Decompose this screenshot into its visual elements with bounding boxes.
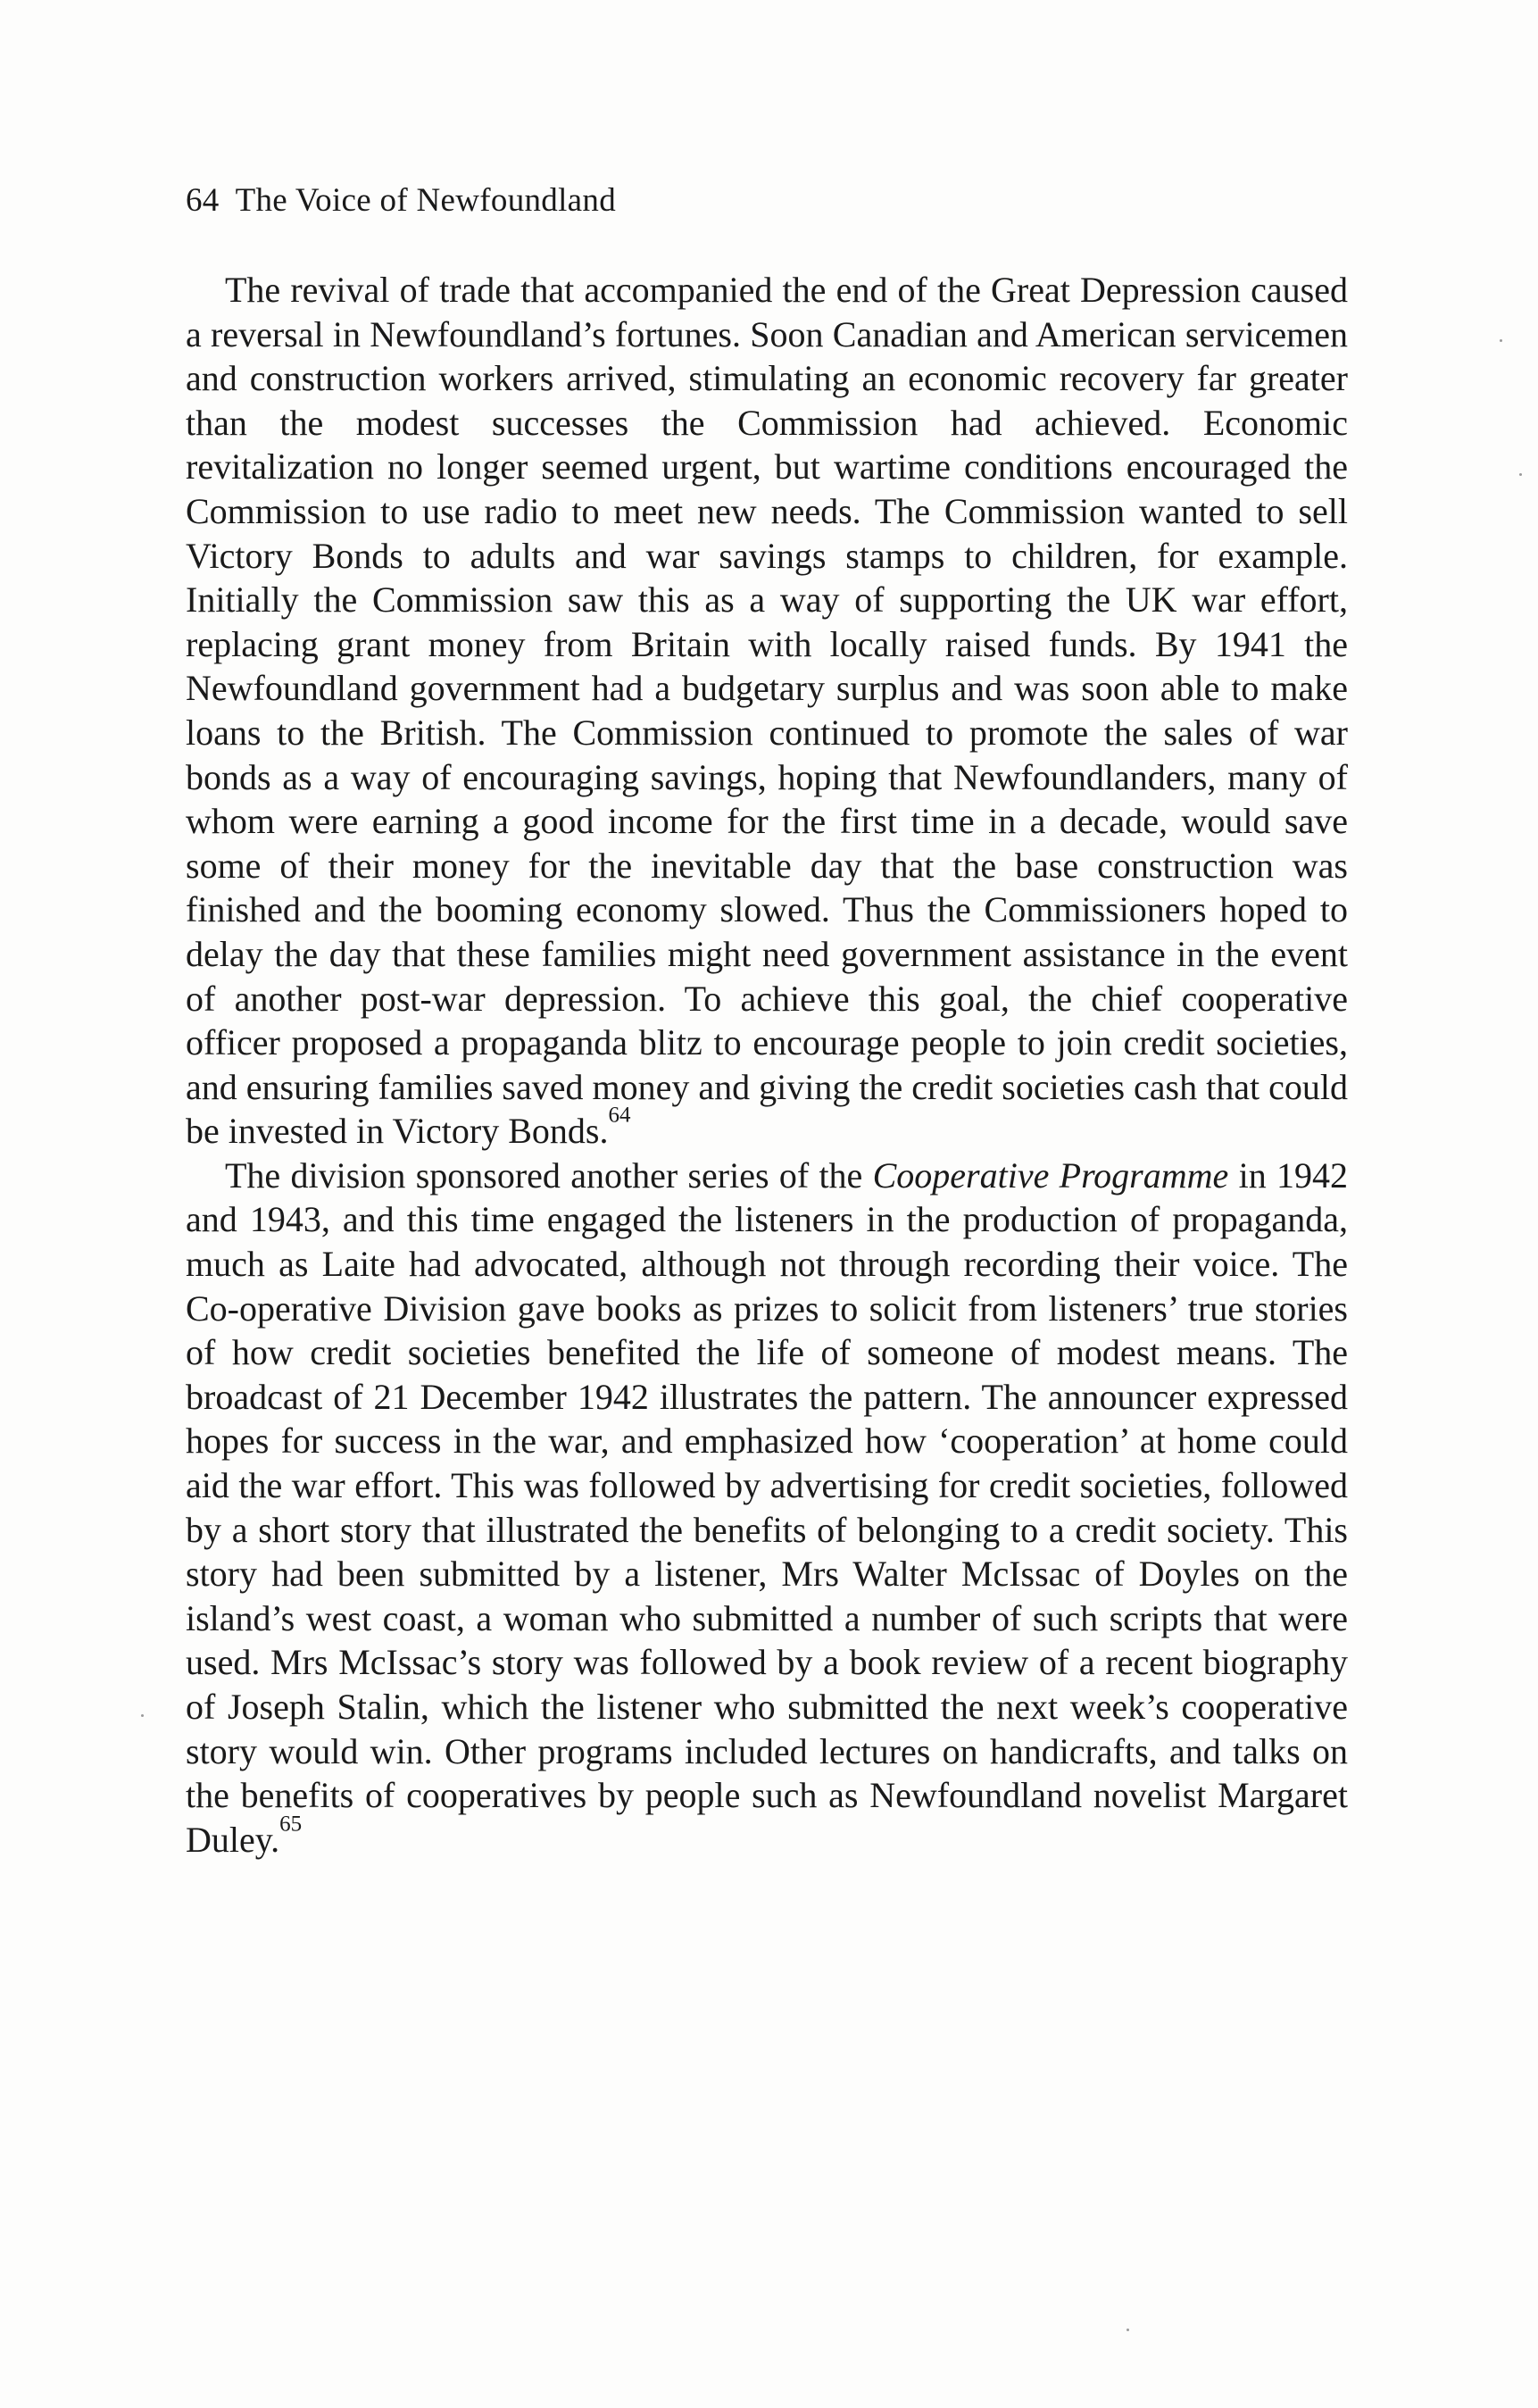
paragraph (186, 1154, 1348, 1862)
paragraph-text: The division sponsored another series of the (225, 1154, 873, 1196)
scan-speck (1519, 473, 1522, 476)
paragraph-text: in 1942 and 1943, and this time engaged the listeners in the production of propaganda, much as Laite had advocated, although not through recording their voice. The Co-operative Division gave books as prizes to solicit from listeners’ true stories of how credit societies benefited the life of someone of modest means. The broadcast of 21 December 1942 illustrates the pattern. The announcer expressed hopes for success in the war, and emphasized how ‘cooperation’ at home could aid the war effort. This was followed by advertising for credit societies, followed by a short story that illustrated the benefits of belonging to a credit society. This story had been submitted by a listener, Mrs Walter McIssac of Doyles on the island’s west coast, a woman who submitted a number of such scripts that were used. Mrs McIssac’s story was followed by a book review of a recent biography of Joseph Stalin, which the listener who submitted the next week’s cooperative story would win. Other programs included lectures on handicrafts, and talks on the benefits of cooperatives by people such as Newfoundland novelist Margaret Duley. (186, 1154, 1348, 1860)
program-title: Cooperative Programme (872, 1154, 1229, 1196)
paragraph-text: The revival of trade that accompanied the end of the Great Depression caused a reversal in Newfoundland’s fortunes. Soon Canadian and American servicemen and construction workers arrived, stimulating an economic recovery far greater than the modest successes the Commission had achieved. Economic revitalization no longer seemed urgent, but wartime conditions encouraged the Commission to use radio to meet new needs. The Commission wanted to sell Victory Bonds to adults and war savings stamps to children, for example. Initially the Commission saw this as a way of supporting the UK war effort, replacing grant money from Britain with locally raised funds. By 1941 the Newfoundland government had a budgetary surplus and was soon able to make loans to the British. The Commission continued to promote the sales of war bonds as a way of encouraging savings, hoping that Newfoundlanders, many of whom were earning a good income for the first time in a decade, would save some of their money for the inevitable day that the base construction was finished and the booming economy slowed. Thus the Commissioners hoped to delay the day that these families might need government assistance in the event of another post-war depression. To achieve this goal, the chief cooperative officer proposed a propaganda blitz to encourage people to join credit societies, and ensuring families saved money and giving the credit societies cash that could be invested in Victory Bonds. (186, 270, 1348, 1152)
paragraph (186, 268, 1348, 1154)
scan-speck (1500, 339, 1502, 342)
page-number: 64 (186, 182, 220, 219)
running-head (186, 181, 616, 220)
scan-speck (141, 1714, 144, 1717)
body-text (186, 268, 1348, 1862)
scan-speck (1126, 2329, 1129, 2331)
footnote-marker: 64 (608, 1103, 631, 1128)
footnote-marker: 65 (279, 1812, 303, 1837)
book-title: The Voice of Newfoundland (235, 182, 616, 219)
